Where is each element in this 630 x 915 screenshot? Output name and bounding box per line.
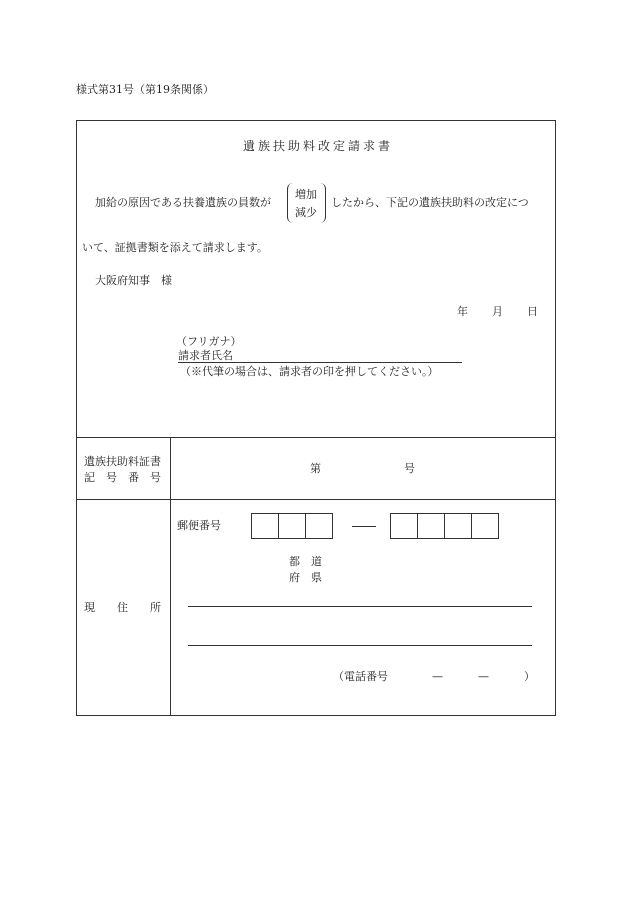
certificate-suffix: 号 xyxy=(404,462,415,475)
date-month: 月 xyxy=(492,305,503,318)
postal-digit-box[interactable] xyxy=(444,513,472,539)
form-title: 遺族扶助料改定請求書 xyxy=(243,139,394,153)
phone-dash-2: — xyxy=(478,670,489,683)
postal-digit-box[interactable] xyxy=(278,513,306,539)
brace-option-decrease: 減少 xyxy=(295,206,317,219)
prefecture-label-line2: 府 県 xyxy=(289,571,322,584)
applicant-name-label: 請求者氏名 xyxy=(178,349,233,362)
prefecture-label-line1: 都 道 xyxy=(289,555,322,568)
divider-certificate-top xyxy=(76,437,556,438)
furigana-label: （フリガナ） xyxy=(176,335,242,348)
certificate-label-line1: 遺族扶助料証書 xyxy=(84,455,161,468)
intro-text-after-brace: したから、下記の遺族扶助料の改定につ xyxy=(331,196,529,209)
address-line-2[interactable] xyxy=(188,645,532,646)
postal-digit-box[interactable] xyxy=(417,513,445,539)
brace-option-increase: 増加 xyxy=(295,188,317,201)
address-label: 現 住 所 xyxy=(84,601,161,614)
phone-label: （電話番号 xyxy=(333,670,388,683)
divider-certificate-bottom xyxy=(76,499,556,500)
address-line-1[interactable] xyxy=(188,606,532,607)
date-year: 年 xyxy=(457,305,468,318)
phone-dash-1: — xyxy=(432,670,443,683)
divider-label-column xyxy=(170,437,171,716)
phone-close-paren: ） xyxy=(524,670,535,683)
certificate-prefix: 第 xyxy=(310,462,321,475)
date-day: 日 xyxy=(527,305,538,318)
postal-code-first-boxes[interactable] xyxy=(251,513,333,539)
addressee: 大阪府知事 様 xyxy=(95,274,172,287)
applicant-name-line[interactable] xyxy=(178,362,462,363)
postal-digit-box[interactable] xyxy=(251,513,279,539)
intro-text-before-brace: 加給の原因である扶養遺族の員数が xyxy=(95,196,271,209)
postal-digit-box[interactable] xyxy=(390,513,418,539)
intro-text-continuation: いて、証拠書類を添えて請求します。 xyxy=(82,241,268,254)
postal-code-second-boxes[interactable] xyxy=(390,513,499,539)
form-number-label: 様式第31号（第19条関係） xyxy=(76,83,214,96)
postal-code-dash xyxy=(352,526,376,527)
certificate-label-line2: 記 号 番 号 xyxy=(84,471,161,484)
proxy-note: （※代筆の場合は、請求者の印を押してください。） xyxy=(180,365,439,378)
postal-digit-box[interactable] xyxy=(471,513,499,539)
postal-code-label: 郵便番号 xyxy=(177,519,221,532)
postal-digit-box[interactable] xyxy=(305,513,333,539)
